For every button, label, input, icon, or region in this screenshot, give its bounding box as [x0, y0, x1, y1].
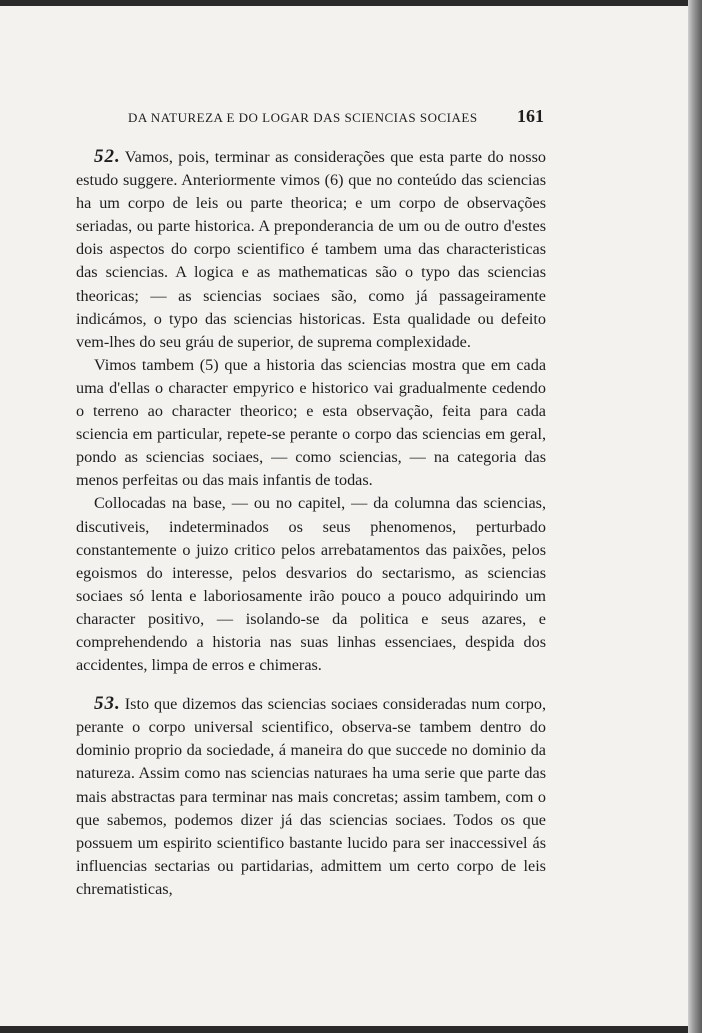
running-title: DA NATUREZA E DO LOGAR DAS SCIENCIAS SOCIAES — [128, 110, 478, 125]
paragraph-text: Vamos, pois, terminar as considerações que esta parte do nosso estudo suggere. Anteriormente vimos (6) que no conteúdo das sciencias ha um corpo de leis ou parte theorica; e um corpo de observações seriadas, ou parte historica. A preponderancia de um ou de outro d'estes dois aspectos do corpo scientifico é tambem uma das characteristicas das sciencias. A logica e as mathematicas são o typo das sciencias theoricas; — as sciencias sociaes são, como já passageiramente indicámos, o typo das sciencias historicas. Esta qualidade ou defeito vem-lhes do seu gráu de superior, de suprema complexidade. — [76, 148, 546, 351]
paragraph-53 — [76, 692, 546, 901]
running-head — [128, 106, 546, 130]
paragraph-text: Collocadas na base, — ou no capitel, — da columna das sciencias, discutiveis, indeterminados os seus phenomenos, perturbado constantemente o juizo critico pelos arrebatamentos das paixões, pelos egoismos do interesse, pelos desvarios do sectarismo, as sciencias sociaes só lenta e laboriosamente irão pouco a pouco adquirindo um character positivo, — isolando-se da politica e seus azares, e comprehendendo a historia nas suas linhas essenciaes, despida dos accidentes, limpa de erros e chimeras. — [76, 494, 546, 675]
paragraph-2 — [76, 354, 546, 493]
page-number: 161 — [517, 106, 544, 126]
page-edge — [688, 0, 702, 1033]
paragraph-text: Isto que dizemos das sciencias sociaes consideradas num corpo, perante o corpo universal scientifico, observa-se tambem dentro do dominio proprio da sociedade, á maneira do que succede no dominio da natureza. Assim como nas sciencias naturaes ha uma serie que parte das mais abstractas para terminar nas mais concretas; assim tambem, com o que sabemos, podemos dizer já das sciencias sociaes. Todos os que possuem um espirito scientifico bastante lucido para ser inaccessivel ás influencias sectarias ou partidarias, admittem um certo corpo de leis chrematisticas, — [76, 695, 546, 898]
section-number: 53. — [94, 693, 121, 715]
paragraph-52 — [76, 145, 546, 354]
book-page — [0, 6, 688, 1026]
paragraph-3 — [76, 492, 546, 677]
paragraph-text: Vimos tambem (5) que a historia das sciencias mostra que em cada uma d'ellas o character empyrico e historico vai gradualmente cedendo o terreno ao character theorico; e esta observação, feita para cada sciencia em particular, repete-se perante o corpo das sciencias em geral, pondo as sciencias sociaes, — como sciencias, — na categoria das menos perfeitas ou das mais infantis de todas. — [76, 355, 546, 490]
section-number: 52. — [94, 146, 121, 167]
body-text — [76, 145, 546, 901]
